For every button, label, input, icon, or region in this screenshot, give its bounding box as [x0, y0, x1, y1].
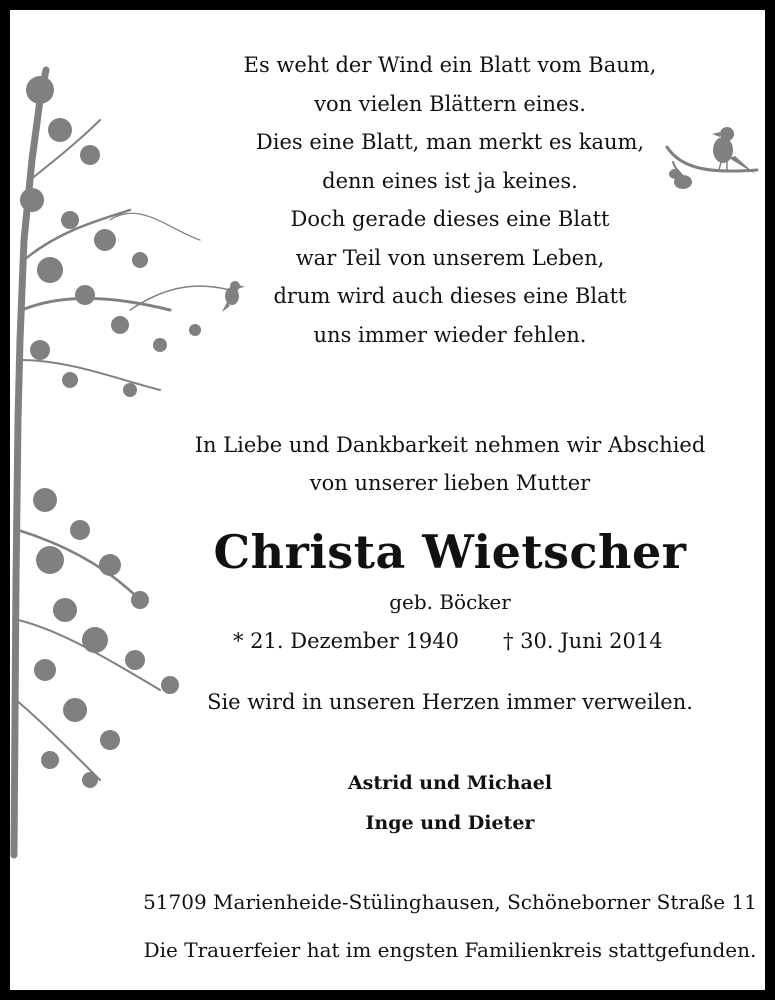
- birth-date: * 21. Dezember 1940: [233, 629, 459, 653]
- mourner-name: Astrid und Michael: [347, 772, 553, 794]
- poem-line: war Teil von unserem Leben,: [295, 245, 605, 270]
- mourner-name: Inge und Dieter: [365, 812, 535, 834]
- farewell-intro: [130, 426, 770, 502]
- address: 51709 Marienheide-Stülinghausen, Schöneborner Straße 11: [143, 890, 757, 914]
- remembrance-text: Sie wird in unseren Herzen immer verweilen.: [207, 690, 693, 714]
- poem-line: Dies eine Blatt, man merkt es kaum,: [255, 130, 645, 154]
- maiden-name: geb. Böcker: [389, 590, 511, 614]
- poem-line: uns immer wieder fehlen.: [313, 322, 587, 347]
- mourners: [130, 763, 770, 843]
- poem-line: drum wird auch dieses eine Blatt: [273, 284, 627, 308]
- funeral-notice: Die Trauerfeier hat im engsten Familienkreis stattgefunden.: [143, 938, 757, 962]
- deceased-name: Christa Wietscher: [213, 525, 687, 579]
- intro-line: von unserer lieben Mutter: [309, 471, 591, 495]
- intro-line: In Liebe und Dankbarkeit nehmen wir Abschied: [194, 433, 706, 457]
- poem-line: denn eines ist ja keines.: [322, 168, 578, 193]
- death-date: † 30. Juni 2014: [503, 629, 663, 653]
- poem: [130, 46, 770, 354]
- poem-line: von vielen Blättern eines.: [314, 91, 586, 116]
- poem-line: Es weht der Wind ein Blatt vom Baum,: [243, 53, 657, 77]
- poem-line: Doch gerade dieses eine Blatt: [290, 207, 610, 231]
